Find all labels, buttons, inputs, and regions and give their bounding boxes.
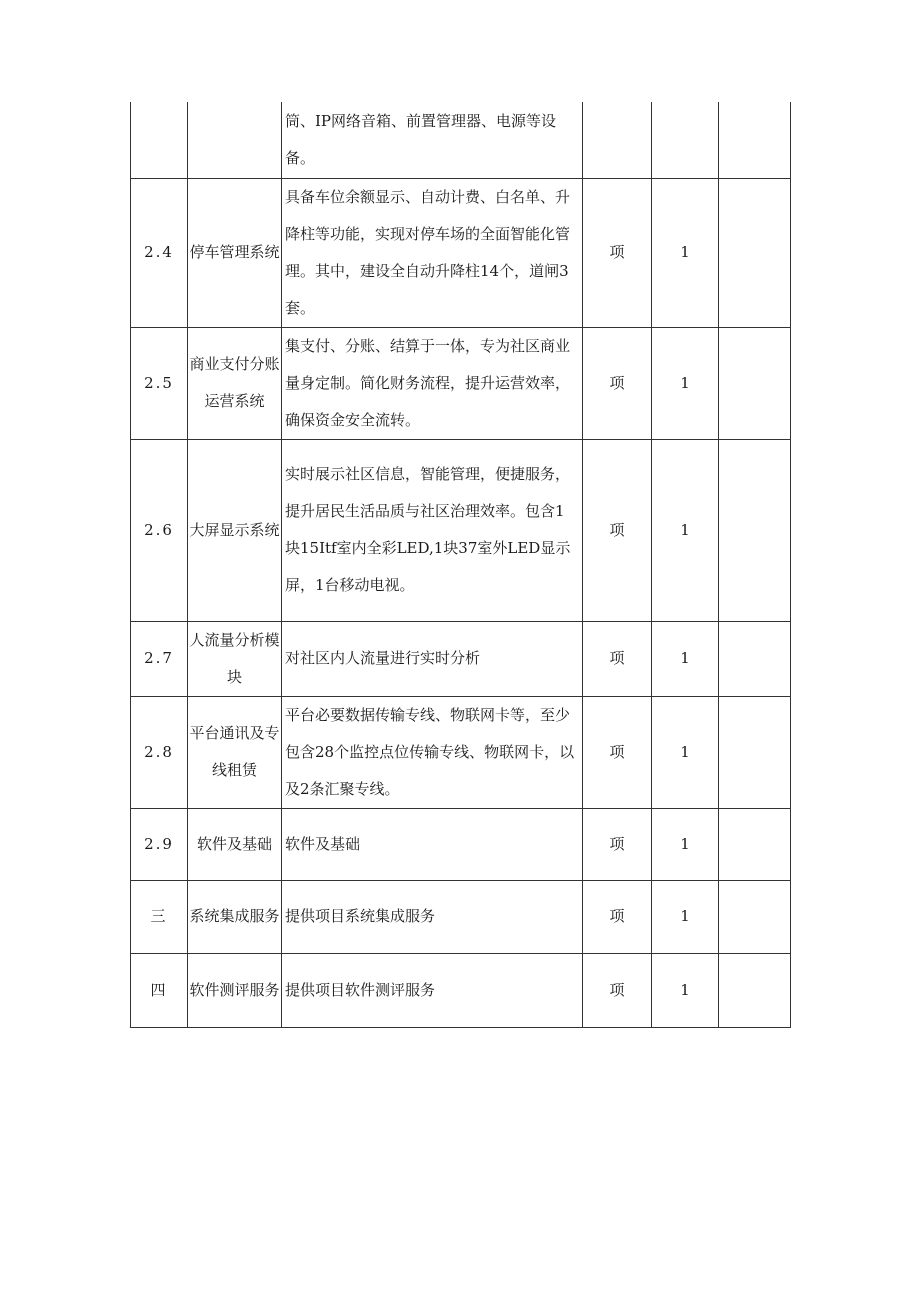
table-row (131, 808, 791, 880)
item-name: 系统集成服务 (188, 880, 282, 953)
item-name: 商业支付分账运营系统 (188, 327, 282, 439)
row-number: 2.4 (131, 178, 188, 327)
item-unit: 项 (583, 808, 652, 880)
item-unit: 项 (583, 178, 652, 327)
row-number: 2.6 (131, 439, 188, 621)
item-table-container (130, 102, 790, 1028)
item-description: 提供项目系统集成服务 (282, 880, 583, 953)
table-row (131, 102, 791, 178)
item-remark (719, 880, 791, 953)
item-quantity: 1 (652, 880, 719, 953)
item-remark (719, 327, 791, 439)
row-number (131, 102, 188, 178)
item-table (130, 102, 791, 1028)
item-unit: 项 (583, 621, 652, 696)
row-number: 2.5 (131, 327, 188, 439)
table-row (131, 327, 791, 439)
item-description: 对社区内人流量进行实时分析 (282, 621, 583, 696)
item-description: 具备车位余额显示、自动计费、白名单、升降柱等功能，实现对停车场的全面智能化管理。其中，建设全自动升降柱14个，道闸3套。 (282, 178, 583, 327)
item-name: 人流量分析模块 (188, 621, 282, 696)
item-unit: 项 (583, 696, 652, 808)
item-remark (719, 178, 791, 327)
item-name (188, 102, 282, 178)
item-quantity: 1 (652, 327, 719, 439)
item-unit: 项 (583, 439, 652, 621)
item-name: 停车管理系统 (188, 178, 282, 327)
item-quantity: 1 (652, 439, 719, 621)
table-row (131, 953, 791, 1027)
item-name: 软件及基础 (188, 808, 282, 880)
item-description: 软件及基础 (282, 808, 583, 880)
item-remark (719, 808, 791, 880)
item-name: 软件测评服务 (188, 953, 282, 1027)
item-quantity: 1 (652, 178, 719, 327)
table-row (131, 439, 791, 621)
item-unit: 项 (583, 327, 652, 439)
table-row (131, 696, 791, 808)
row-number: 四 (131, 953, 188, 1027)
item-quantity: 1 (652, 953, 719, 1027)
row-number: 2.8 (131, 696, 188, 808)
table-row (131, 880, 791, 953)
item-description: 集支付、分账、结算于一体，专为社区商业量身定制。简化财务流程，提升运营效率，确保资金安全流转。 (282, 327, 583, 439)
item-unit (583, 102, 652, 178)
item-quantity: 1 (652, 621, 719, 696)
table-row (131, 178, 791, 327)
item-quantity: 1 (652, 808, 719, 880)
item-remark (719, 621, 791, 696)
item-description: 筒、IP网络音箱、前置管理器、电源等设备。 (282, 102, 583, 178)
item-remark (719, 696, 791, 808)
row-number: 三 (131, 880, 188, 953)
item-name: 大屏显示系统 (188, 439, 282, 621)
item-quantity: 1 (652, 696, 719, 808)
item-remark (719, 102, 791, 178)
item-description: 实时展示社区信息，智能管理，便捷服务，提升居民生活品质与社区治理效率。包含1块15Itf室内全彩LED,1块37室外LED显示屏，1台移动电视。 (282, 439, 583, 621)
table-row (131, 621, 791, 696)
item-remark (719, 439, 791, 621)
item-unit: 项 (583, 953, 652, 1027)
row-number: 2.7 (131, 621, 188, 696)
row-number: 2.9 (131, 808, 188, 880)
item-description: 提供项目软件测评服务 (282, 953, 583, 1027)
item-description: 平台必要数据传输专线、物联网卡等，至少包含28个监控点位传输专线、物联网卡，以及2条汇聚专线。 (282, 696, 583, 808)
item-unit: 项 (583, 880, 652, 953)
item-quantity (652, 102, 719, 178)
item-remark (719, 953, 791, 1027)
item-name: 平台通讯及专线租赁 (188, 696, 282, 808)
